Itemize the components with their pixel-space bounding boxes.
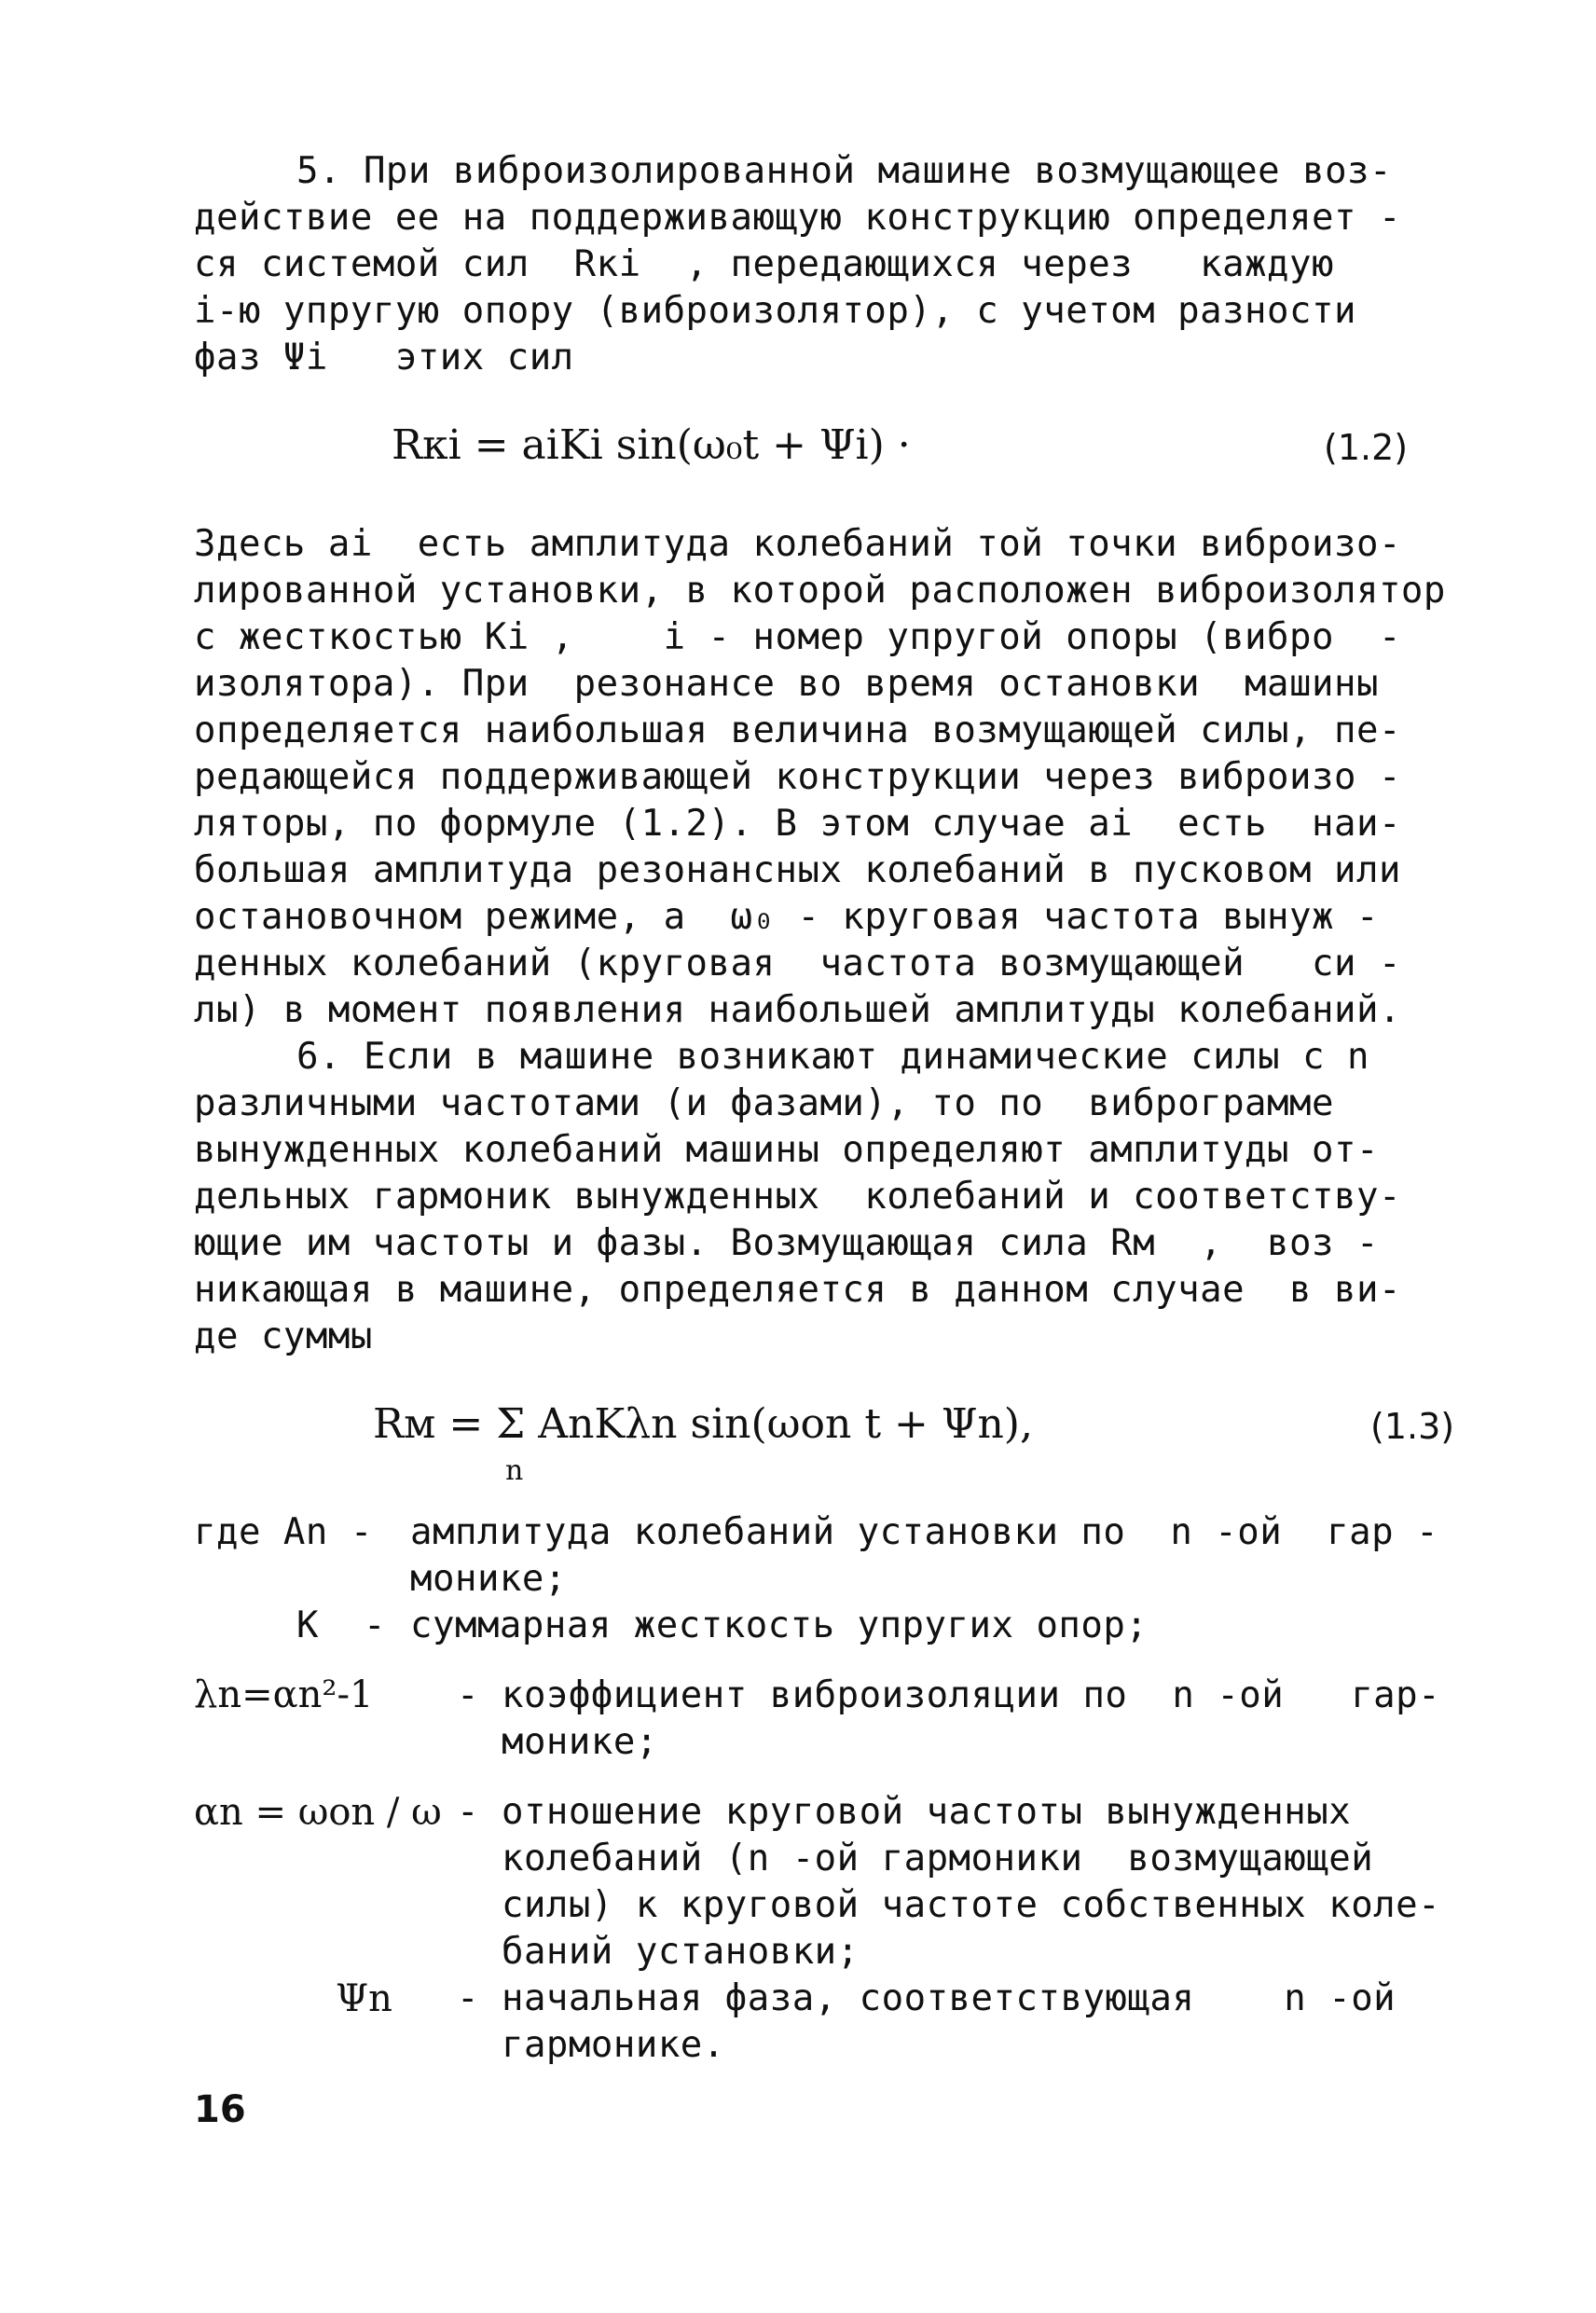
formula-1-2: Rкi = aiKi sin(ω₀t + Ψi) ·: [392, 421, 911, 469]
text-line: амплитуда колебаний установки по n -ой гар -: [410, 1511, 1439, 1553]
text-line: лы) в момент появления наибольшей амплитуды колебаний.: [194, 989, 1401, 1031]
definition-term-An: где An -: [194, 1511, 373, 1553]
text-line: i-ю упругую опору (виброизолятор), с учетом разности: [194, 290, 1356, 332]
text-line: монике;: [410, 1558, 567, 1600]
text-line: большая амплитуда резонансных колебаний в пусковом или: [194, 849, 1401, 891]
text-line: никающая в машине, определяется в данном случае в ви-: [194, 1269, 1401, 1311]
text-line: редающейся поддерживающей конструкции через виброизо -: [194, 756, 1401, 798]
equation-number-1-3: (1.3): [1370, 1406, 1455, 1447]
formula-1-3: Rм = Σ AnKλn sin(ωon t + Ψn),: [373, 1400, 1033, 1448]
text-line: ющие им частоты и фазы. Возмущающая сила Rм , воз -: [194, 1222, 1379, 1264]
text-line: Здесь ai есть амплитуда колебаний той точки виброизо-: [194, 523, 1401, 565]
text-line: монике;: [457, 1721, 658, 1763]
text-line: различными частотами (и фазами), то по виброграмме: [194, 1082, 1334, 1124]
text-line: 5. При виброизолированной машине возмущающее воз-: [296, 150, 1393, 192]
text-line: лированной установки, в которой расположен виброизолятор: [194, 570, 1446, 612]
text-line: колебаний (n -ой гармоники возмущающей: [457, 1838, 1374, 1879]
equation-number-1-2: (1.2): [1324, 427, 1409, 468]
page-number: 16: [194, 2088, 246, 2131]
text-line: силы) к круговой частоте собственных коле-: [457, 1884, 1441, 1926]
text-line: изолятора). При резонансе во время остановки машины: [194, 663, 1379, 705]
text-line: - начальная фаза, соответствующая n -ой: [457, 1977, 1396, 2019]
text-line: 6. Если в машине возникают динамические силы с n: [296, 1036, 1370, 1078]
text-line: де суммы: [194, 1315, 373, 1357]
text-line: суммарная жесткость упругих опор;: [410, 1604, 1149, 1646]
psi-symbol: Ψn: [336, 1977, 392, 2020]
text-line: определяется наибольшая величина возмущающей силы, пе-: [194, 709, 1401, 751]
definition-term-K: K -: [296, 1604, 386, 1646]
text-line: - отношение круговой частоты вынужденных: [457, 1791, 1352, 1833]
text-line: баний установки;: [457, 1931, 860, 1973]
sum-index: n: [505, 1454, 524, 1487]
alpha-formula: αn = ωon / ω: [194, 1791, 442, 1834]
text-line: действие ее на поддерживающую конструкцию определяет -: [194, 197, 1401, 239]
text-line: фаз Ψi этих сил: [194, 337, 574, 379]
text-line: ляторы, по формуле (1.2). В этом случае ai есть наи-: [194, 803, 1401, 845]
text-line: гармонике.: [457, 2024, 725, 2066]
text-line: ся системой сил Rкi , передающихся через каждую: [194, 243, 1334, 285]
text-line: с жесткостью Ki , i - номер упругой опоры (вибро -: [194, 616, 1401, 658]
text-line: вынужденных колебаний машины определяют амплитуды от-: [194, 1129, 1379, 1171]
text-line: дельных гармоник вынужденных колебаний и соответству-: [194, 1176, 1401, 1218]
text-line: остановочном режиме, а ω₀ - круговая частота вынуж -: [194, 896, 1379, 938]
lambda-formula: λn=αn²-1: [194, 1673, 374, 1716]
text-line: - коэффициент виброизоляции по n -ой гар-: [457, 1674, 1441, 1716]
text-line: денных колебаний (круговая частота возмущающей си -: [194, 943, 1401, 984]
